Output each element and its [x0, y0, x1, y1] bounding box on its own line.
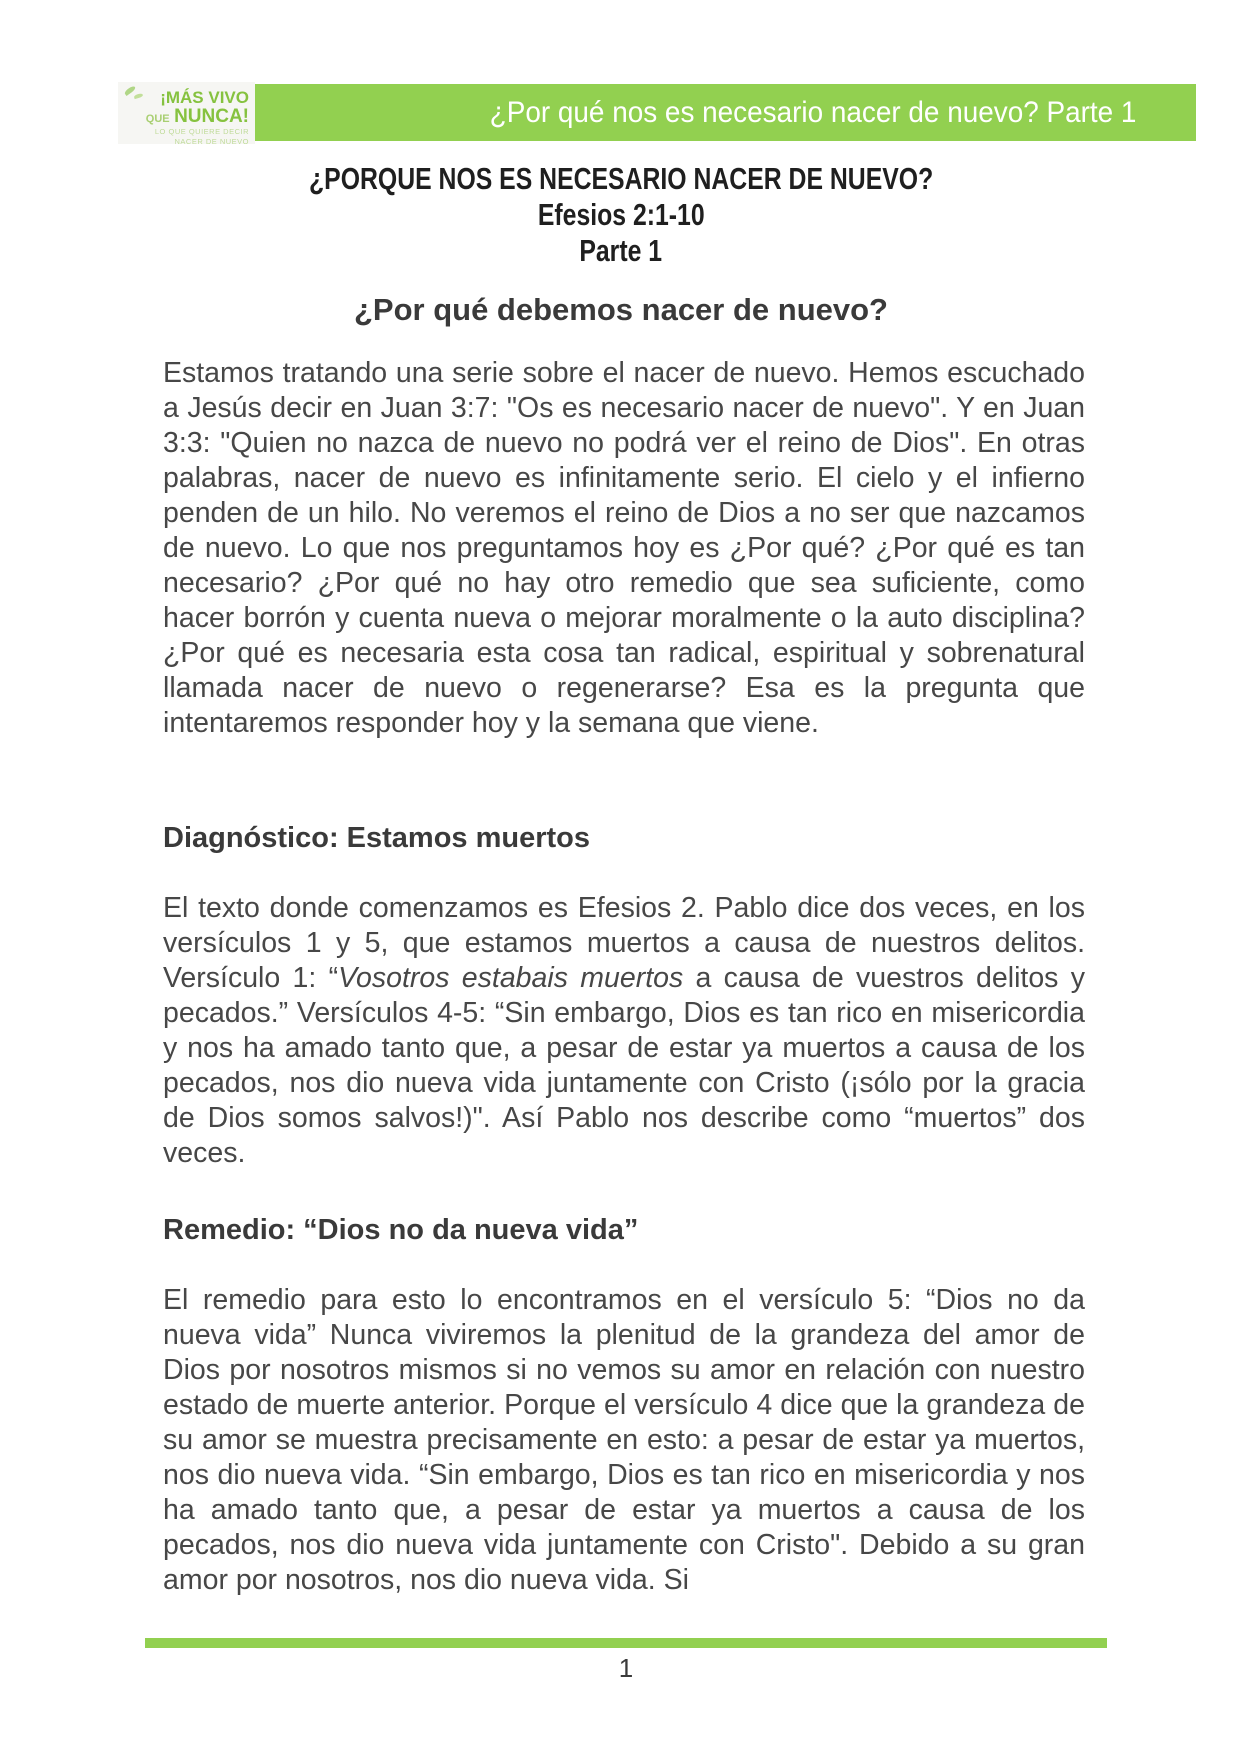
logo-title-line1: ¡MÁS VIVO: [160, 88, 249, 107]
header-banner: [255, 84, 1196, 141]
page-number: 1: [618, 1653, 634, 1683]
footer-divider: [145, 1638, 1107, 1648]
logo-title-line2-prefix: QUE: [145, 113, 170, 125]
header-banner-title: ¿Por qué nos es necesario nacer de nuevo? Parte 1: [489, 95, 1136, 129]
document-title: ¿PORQUE NOS ES NECESARIO NACER DE NUEVO?: [308, 161, 934, 196]
diagnostico-text-before-quote: El texto donde comenzamos es Efesios 2. Pablo dice dos veces, en los versículos 1 y 5, que estamos muertos a causa de nuestros delitos. Versículo 1: “: [163, 892, 1085, 994]
section-heading-diagnostico: Diagnóstico: Estamos muertos: [163, 822, 591, 854]
logo-tagline-line1: LO QUE QUIERE DECIR: [154, 127, 249, 136]
intro-paragraph: Estamos tratando una serie sobre el nacer de nuevo. Hemos escuchado a Jesús decir en Juan 3:7: "Os es necesario nacer de nuevo". Y en Juan 3:3: "Quien no nazca de nuevo no podrá ver el reino de Dios". En otras palabras, nacer de nuevo es infinitamente serio. El cielo y el infierno penden de un hilo. No veremos el reino de Dios a no ser que nazcamos de nuevo. Lo que nos preguntamos hoy es ¿Por qué? ¿Por qué es tan necesario? ¿Por qué no hay otro remedio que sea suficiente, como hacer borrón y cuenta nueva o mejorar moralmente o la auto disciplina? ¿Por qué es necesaria esta cosa tan radical, espiritual y sobrenatural llamada nacer de nuevo o regenerarse? Esa es la pregunta que intentaremos responder hoy y la semana que viene.: [163, 357, 1085, 739]
logo-tagline-line2: NACER DE NUEVO: [174, 136, 249, 146]
document-scripture-reference: Efesios 2:1-10: [537, 197, 705, 232]
section-heading-remedio: Remedio: “Dios no da nueva vida”: [163, 1214, 639, 1246]
logo-title-line2-main: NUNCA!: [174, 106, 249, 127]
diagnostico-text-after-quote: a causa de vuestros delitos y pecados.” Versículos 4-5: “Sin embargo, Dios es tan rico en misericordia y nos ha amado tanto que, a pesar de estar ya muertos a causa de los pecados, nos dio nueva vida juntamente con Cristo (¡sólo por la gracia de Dios somos salvos!)". Así Pablo nos describe como “muertos” dos veces.: [163, 962, 1085, 1169]
document-part-label: Parte 1: [579, 233, 663, 268]
diagnostico-paragraph: [163, 891, 1085, 1171]
series-logo: [118, 82, 255, 144]
intro-heading: ¿Por qué debemos nacer de nuevo?: [353, 292, 888, 327]
logo-title-line2: [118, 107, 249, 126]
remedio-paragraph: El remedio para esto lo encontramos en el versículo 5: “Dios no da nueva vida” Nunca viviremos la plenitud de la grandeza del amor de Dios por nosotros mismos si no vemos su amor en relación con nuestro estado de muerte anterior. Porque el versículo 4 dice que la grandeza de su amor se muestra precisamente en esto: a pesar de estar ya muertos, nos dio nueva vida. “Sin embargo, Dios es tan rico en misericordia y nos ha amado tanto que, a pesar de estar ya muertos a causa de los pecados, nos dio nueva vida juntamente con Cristo". Debido a su gran amor por nosotros, nos dio nueva vida. Si: [163, 1284, 1085, 1596]
diagnostico-italic-quote: Vosotros estabais muertos: [338, 962, 684, 994]
title-block: [160, 161, 1082, 269]
